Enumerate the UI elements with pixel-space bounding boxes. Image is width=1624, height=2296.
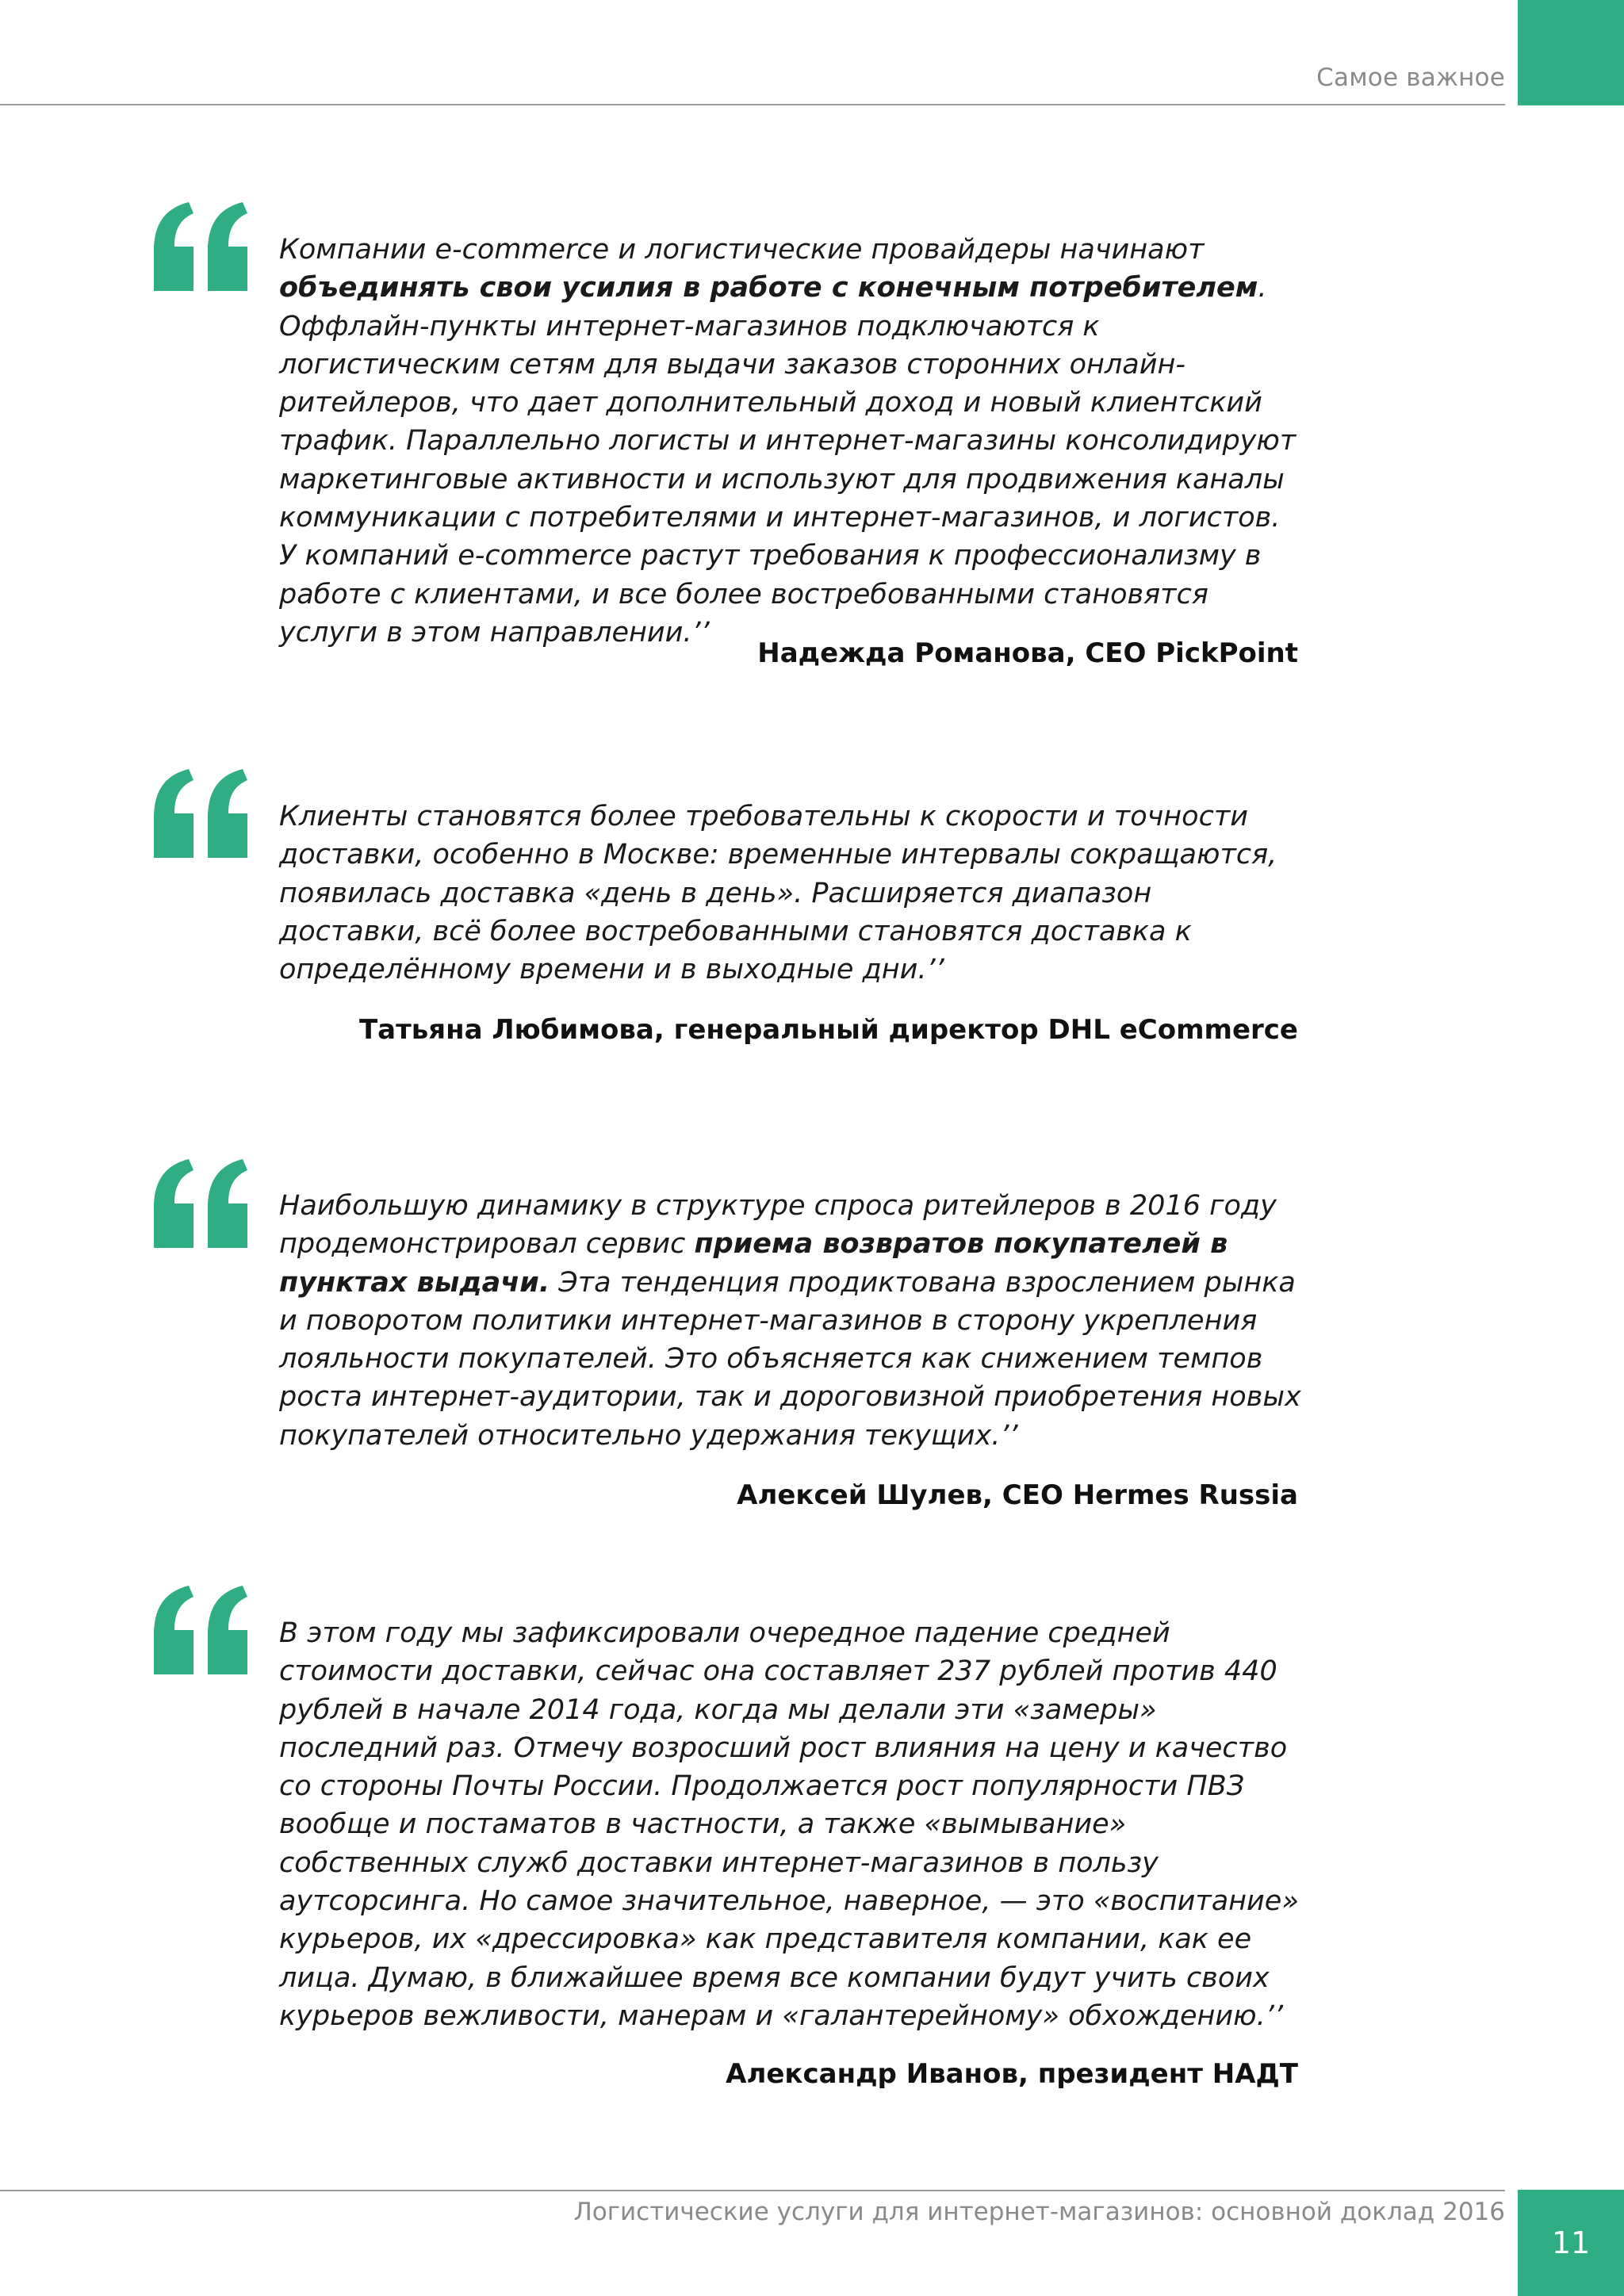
quote-icon	[149, 1159, 252, 1254]
quote-icon	[149, 769, 252, 864]
quote-text-emphasis: приема возвратов покупателей в пунктах выдачи.	[279, 1228, 1228, 1299]
quote-text	[279, 1614, 1302, 2035]
quote-text-part: Эта тенденция продиктована взрослением рынка и поворотом политики интернет-магазинов в сторону укрепления лояльности покупателей. Это объясняется как снижением темпов роста интернет-аудитории, так и дороговизной приобретения новых покупателей относительно удержания текущих.’’	[279, 1266, 1301, 1452]
header-accent-block	[1518, 0, 1624, 105]
quote-text	[279, 798, 1302, 989]
quote-text-part: . Оффлайн-пункты интернет-магазинов подключаются к логистическим сетям для выдачи заказов сторонних онлайн-ритейлеров, что дает дополнительный доход и новый клиентский трафик. Параллельно логисты и интернет-магазины консолидируют маркетинговые активности и используют для продвижения каналы коммуникации с потребителями и интернет-магазинов, и логистов. У компаний e-commerce растут требования к профессионализму в работе с клиентами, и все более востребованными становятся услуги в этом направлении.’’	[279, 272, 1297, 649]
header-divider	[0, 104, 1505, 105]
page-number: 11	[1551, 2225, 1591, 2260]
quote-text-emphasis: объединять свои усилия в работе с конечным потребителем	[279, 272, 1258, 304]
quote-text	[279, 1187, 1302, 1455]
page-number-block	[1518, 2190, 1624, 2296]
quote-text-part: Компании e-commerce и логистические провайдеры начинают	[279, 234, 1205, 266]
quote-icon	[149, 1586, 252, 1681]
footer-divider	[0, 2190, 1505, 2191]
quote-text-part: В этом году мы зафиксировали очередное падение средней стоимости доставки, сейчас она составляет 237 рублей против 440 рублей в начале 2014 года, когда мы делали эти «замеры» последний раз. Отмечу возросший рост влияния на цену и качество со стороны Почты России. Продолжается рост популярности ПВЗ вообще и постаматов в частности, а также «вымывание» собственных служб доставки интернет-магазинов в пользу аутсорсинга. Но самое значительное, наверное, — это «воспитание» курьеров, их «дрессировка» как представителя компании, как ее лица. Думаю, в ближайшее время все компании будут учить своих курьеров вежливости, манерам и «галантерейному» обхождению.’’	[279, 1617, 1299, 2032]
report-title: Логистические услуги для интернет-магазинов: основной доклад 2016	[573, 2198, 1505, 2226]
quote-author: Александр Иванов, президент НАДТ	[726, 2058, 1298, 2090]
quote-icon	[149, 202, 252, 297]
quote-text	[279, 231, 1302, 652]
quote-author: Татьяна Любимова, генеральный директор DHL eCommerce	[358, 1014, 1298, 1046]
quote-text-part: Наибольшую динамику в структуре спроса ритейлеров в 2016 году продемонстрировал сервис	[279, 1190, 1277, 1261]
section-title: Самое важное	[1316, 63, 1505, 92]
quote-text-part: Клиенты становятся более требовательны к скорости и точности доставки, особенно в Москве: временные интервалы сокращаются, появилась доставка «день в день». Расширяется диапазон доставки, всё более востребованными становятся доставка к определённому времени и в выходные дни.’’	[279, 801, 1277, 986]
quote-author: Надежда Романова, CEO PickPoint	[757, 637, 1298, 669]
quote-author: Алексей Шулев, CEO Hermes Russia	[737, 1479, 1298, 1511]
